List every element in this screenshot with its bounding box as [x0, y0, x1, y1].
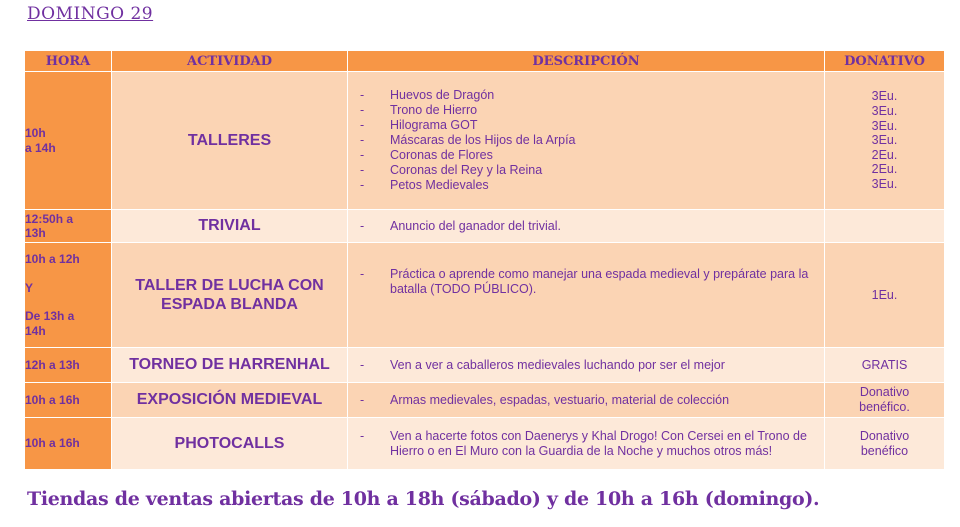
description-text: Coronas del Rey y la Reina — [390, 163, 543, 177]
descripcion-list — [348, 358, 824, 373]
descripcion-cell — [348, 383, 825, 418]
donativo-cell: 1Eu. — [825, 243, 945, 348]
donativo-cell: 3Eu. 3Eu. 3Eu. 3Eu. 2Eu. 2Eu. 3Eu. — [825, 72, 945, 210]
hora-cell: 10h a 16h — [25, 383, 112, 418]
description-item — [360, 267, 814, 297]
table-row — [25, 72, 945, 210]
dash-bullet-icon: - — [360, 392, 365, 407]
description-item — [360, 103, 814, 118]
header-actividad: ACTIVIDAD — [112, 51, 348, 72]
header-donativo: DONATIVO — [825, 51, 945, 72]
description-item — [360, 429, 814, 459]
description-item — [360, 88, 814, 103]
hora-cell: 12h a 13h — [25, 348, 112, 383]
description-text: Coronas de Flores — [390, 148, 493, 162]
descripcion-cell — [348, 418, 825, 470]
donativo-cell: Donativo benéfico — [825, 418, 945, 470]
descripcion-cell — [348, 348, 825, 383]
dash-bullet-icon: - — [360, 163, 365, 177]
header-hora: HORA — [25, 51, 112, 72]
descripcion-list — [348, 267, 824, 297]
descripcion-list — [348, 429, 824, 459]
dash-bullet-icon: - — [360, 428, 365, 443]
description-item — [360, 148, 814, 163]
hora-cell: 10h a 16h — [25, 418, 112, 470]
description-text: Máscaras de los Hijos de la Arpía — [390, 133, 576, 147]
dash-bullet-icon: - — [360, 103, 365, 117]
hora-cell: 12:50h a 13h — [25, 210, 112, 243]
dash-bullet-icon: - — [360, 178, 365, 192]
table-row — [25, 210, 945, 243]
dash-bullet-icon: - — [360, 218, 365, 233]
dash-bullet-icon: - — [360, 357, 365, 372]
hora-cell: 10h a 14h — [25, 72, 112, 210]
actividad-cell: TALLERES — [112, 72, 348, 210]
donativo-cell: Donativo benéfico. — [825, 383, 945, 418]
description-text: Ven a ver a caballeros medievales luchando por ser el mejor — [390, 357, 725, 372]
dash-bullet-icon: - — [360, 118, 365, 132]
table-row — [25, 383, 945, 418]
actividad-cell: EXPOSICIÓN MEDIEVAL — [112, 383, 348, 418]
description-text: Trono de Hierro — [390, 103, 478, 117]
footer-note: Tiendas de ventas abiertas de 10h a 18h (sábado) y de 10h a 16h (domingo). — [27, 488, 820, 510]
schedule-table — [24, 50, 945, 470]
description-text: Hilograma GOT — [390, 118, 478, 132]
description-text: Huevos de Dragón — [390, 88, 495, 102]
actividad-cell: TRIVIAL — [112, 210, 348, 243]
dash-bullet-icon: - — [360, 133, 365, 147]
descripcion-list — [348, 88, 824, 193]
hora-cell: 10h a 12h Y De 13h a 14h — [25, 243, 112, 348]
donativo-cell: GRATIS — [825, 348, 945, 383]
description-item — [360, 393, 814, 408]
day-title: DOMINGO 29 — [27, 4, 154, 24]
description-item — [360, 163, 814, 178]
dash-bullet-icon: - — [360, 88, 365, 102]
description-item — [360, 118, 814, 133]
actividad-cell: PHOTOCALLS — [112, 418, 348, 470]
dash-bullet-icon: - — [360, 267, 365, 281]
descripcion-cell — [348, 243, 825, 348]
descripcion-list — [348, 219, 824, 234]
donativo-cell — [825, 210, 945, 243]
description-item — [360, 358, 814, 373]
header-descripcion: DESCRIPCIÓN — [348, 51, 825, 72]
table-header-row — [25, 51, 945, 72]
descripcion-list — [348, 393, 824, 408]
descripcion-cell — [348, 72, 825, 210]
description-item — [360, 133, 814, 148]
table-row — [25, 243, 945, 348]
description-text: Práctica o aprende como manejar una espada medieval y prepárate para la batalla (TODO PÚBLICO). — [390, 267, 809, 296]
table-row — [25, 418, 945, 470]
descripcion-cell — [348, 210, 825, 243]
actividad-cell: TALLER DE LUCHA CON ESPADA BLANDA — [112, 243, 348, 348]
description-text: Petos Medievales — [390, 178, 489, 192]
description-text: Anuncio del ganador del trivial. — [390, 218, 561, 233]
description-text: Ven a hacerte fotos con Daenerys y Khal Drogo! Con Cersei en el Trono de Hierro o en El Muro con la Guardia de la Noche y muchos otros más! — [390, 428, 807, 458]
description-text: Armas medievales, espadas, vestuario, material de colección — [390, 392, 730, 407]
table-row — [25, 348, 945, 383]
dash-bullet-icon: - — [360, 148, 365, 162]
description-item — [360, 219, 814, 234]
description-item — [360, 178, 814, 193]
actividad-cell: TORNEO DE HARRENHAL — [112, 348, 348, 383]
